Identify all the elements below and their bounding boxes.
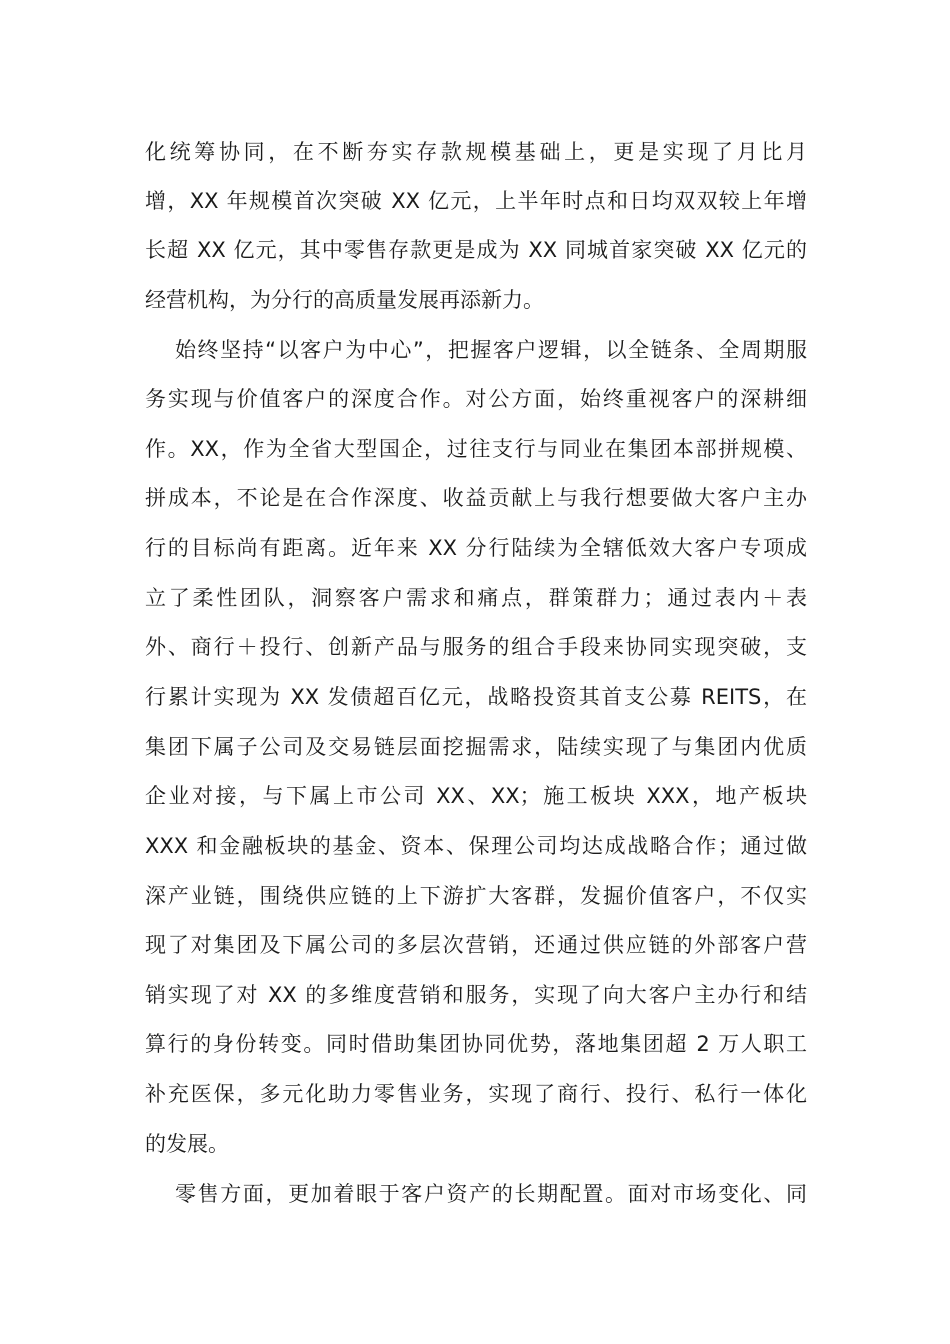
text-line: 补充医保，多元化助力零售业务，实现了商行、投行、私行一体化 (145, 1082, 807, 1106)
text-line: 集团下属子公司及交易链层面挖掘需求，陆续实现了与集团内优质 (145, 735, 807, 759)
text-line: 行的目标尚有距离。近年来 XX 分行陆续为全辖低效大客户专项成 (145, 536, 807, 560)
text-line: XXX 和金融板块的基金、资本、保理公司均达成战略合作；通过做 (145, 834, 807, 858)
text-line: 算行的身份转变。同时借助集团协同优势，落地集团超 2 万人职工 (145, 1032, 807, 1056)
text-line: 立了柔性团队，洞察客户需求和痛点，群策群力；通过表内＋表 (145, 586, 807, 610)
text-line: 企业对接，与下属上市公司 XX、XX；施工板块 XXX，地产板块 (145, 784, 807, 808)
text-line: 销实现了对 XX 的多维度营销和服务，实现了向大客户主办行和结 (145, 983, 807, 1007)
text-line: 务实现与价值客户的深度合作。对公方面，始终重视客户的深耕细 (145, 387, 807, 411)
text-line: 行累计实现为 XX 发债超百亿元，战略投资其首支公募 REITS，在 (145, 685, 807, 709)
text-line: 深产业链，围绕供应链的上下游扩大客群，发掘价值客户，不仅实 (145, 884, 807, 908)
paragraph-first-line: 始终坚持“以客户为中心”，把握客户逻辑，以全链条、全周期服 (175, 338, 807, 362)
text-line: 外、商行＋投行、创新产品与服务的组合手段来协同实现突破，支 (145, 635, 807, 659)
text-line: 长超 XX 亿元，其中零售存款更是成为 XX 同城首家突破 XX 亿元的 (145, 238, 807, 262)
paragraph-first-line: 零售方面，更加着眼于客户资产的长期配置。面对市场变化、同 (175, 1182, 807, 1206)
text-line: 拼成本，不论是在合作深度、收益贡献上与我行想要做大客户主办 (145, 486, 807, 510)
text-line: 现了对集团及下属公司的多层次营销，还通过供应链的外部客户营 (145, 933, 807, 957)
text-line: 经营机构，为分行的高质量发展再添新力。 (145, 288, 544, 312)
text-line: 作。XX，作为全省大型国企，过往支行与同业在集团本部拼规模、 (145, 437, 807, 461)
text-line: 增，XX 年规模首次突破 XX 亿元，上半年时点和日均双双较上年增 (145, 189, 807, 213)
text-line: 化统筹协同，在不断夯实存款规模基础上，更是实现了月比月 (145, 140, 807, 164)
text-line: 的发展。 (145, 1132, 229, 1156)
